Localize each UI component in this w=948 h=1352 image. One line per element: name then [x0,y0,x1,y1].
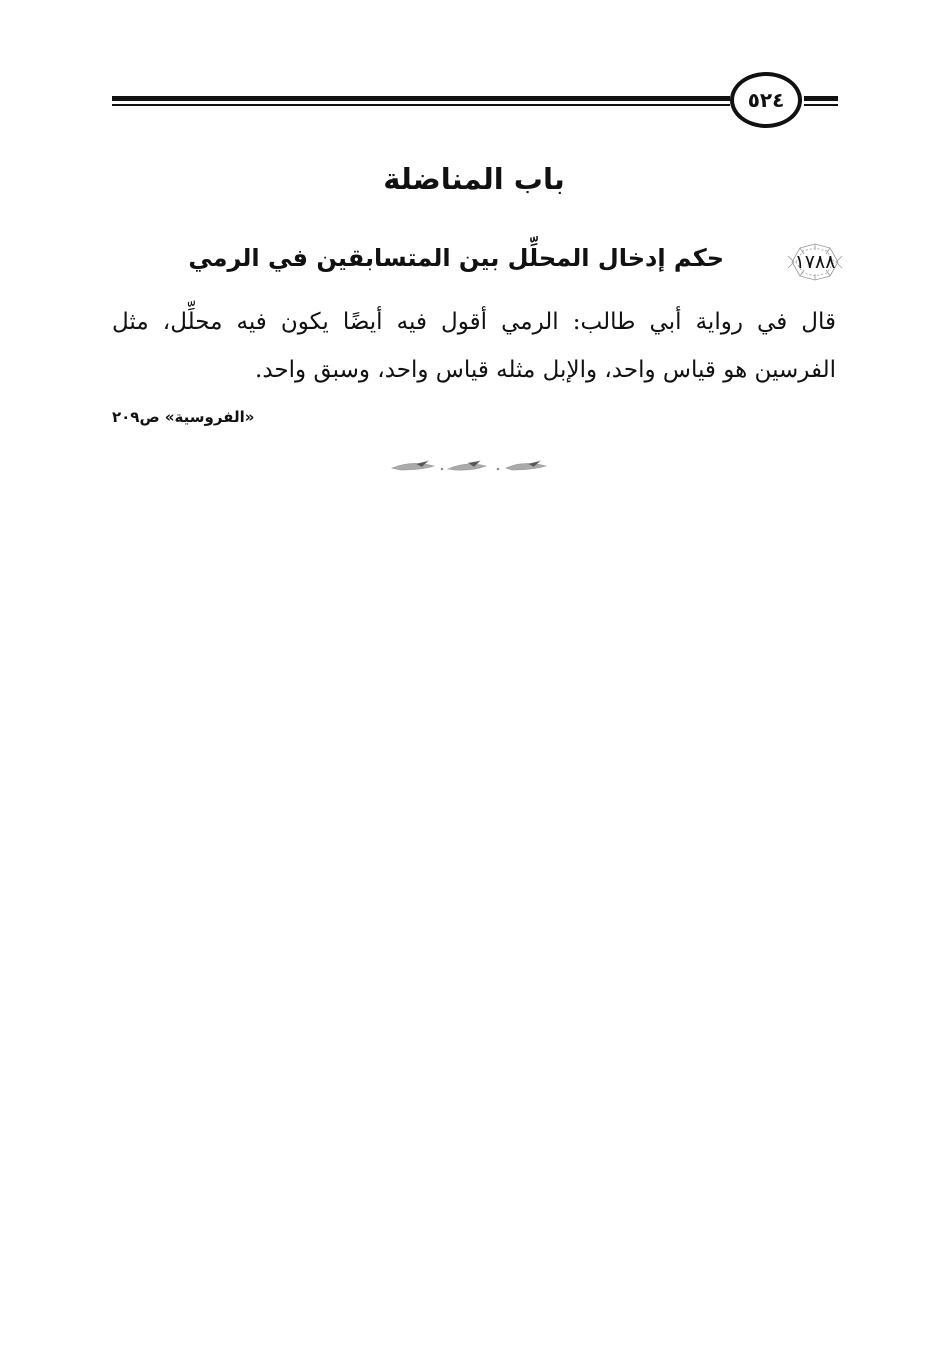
header-rule [112,96,730,101]
entry-heading [112,240,846,290]
page-number-badge [730,72,802,128]
section-divider-ornament-icon [382,458,562,474]
header-rule-right [804,96,838,101]
entry-number: ١٧٨٨ [794,251,836,273]
source-citation: «الفروسية» ص٢٠٩ [112,408,255,426]
page-header [112,68,838,132]
entry-title: حكم إدخال المحلِّل بين المتسابقين في الرمي [188,244,724,272]
entry-number-badge [784,242,846,282]
page-number: ٥٢٤ [747,88,785,112]
header-rule-thin [112,104,730,106]
chapter-title: باب المناضلة [383,162,565,196]
body-paragraph: قال في رواية أبي طالب: الرمي أقول فيه أيضًا يكون فيه محلِّل، مثل الفرسين هو قياس واحد، والإبل مثله قياس واحد، وسبق واحد. [112,309,836,383]
header-rule-right-thin [804,104,838,106]
